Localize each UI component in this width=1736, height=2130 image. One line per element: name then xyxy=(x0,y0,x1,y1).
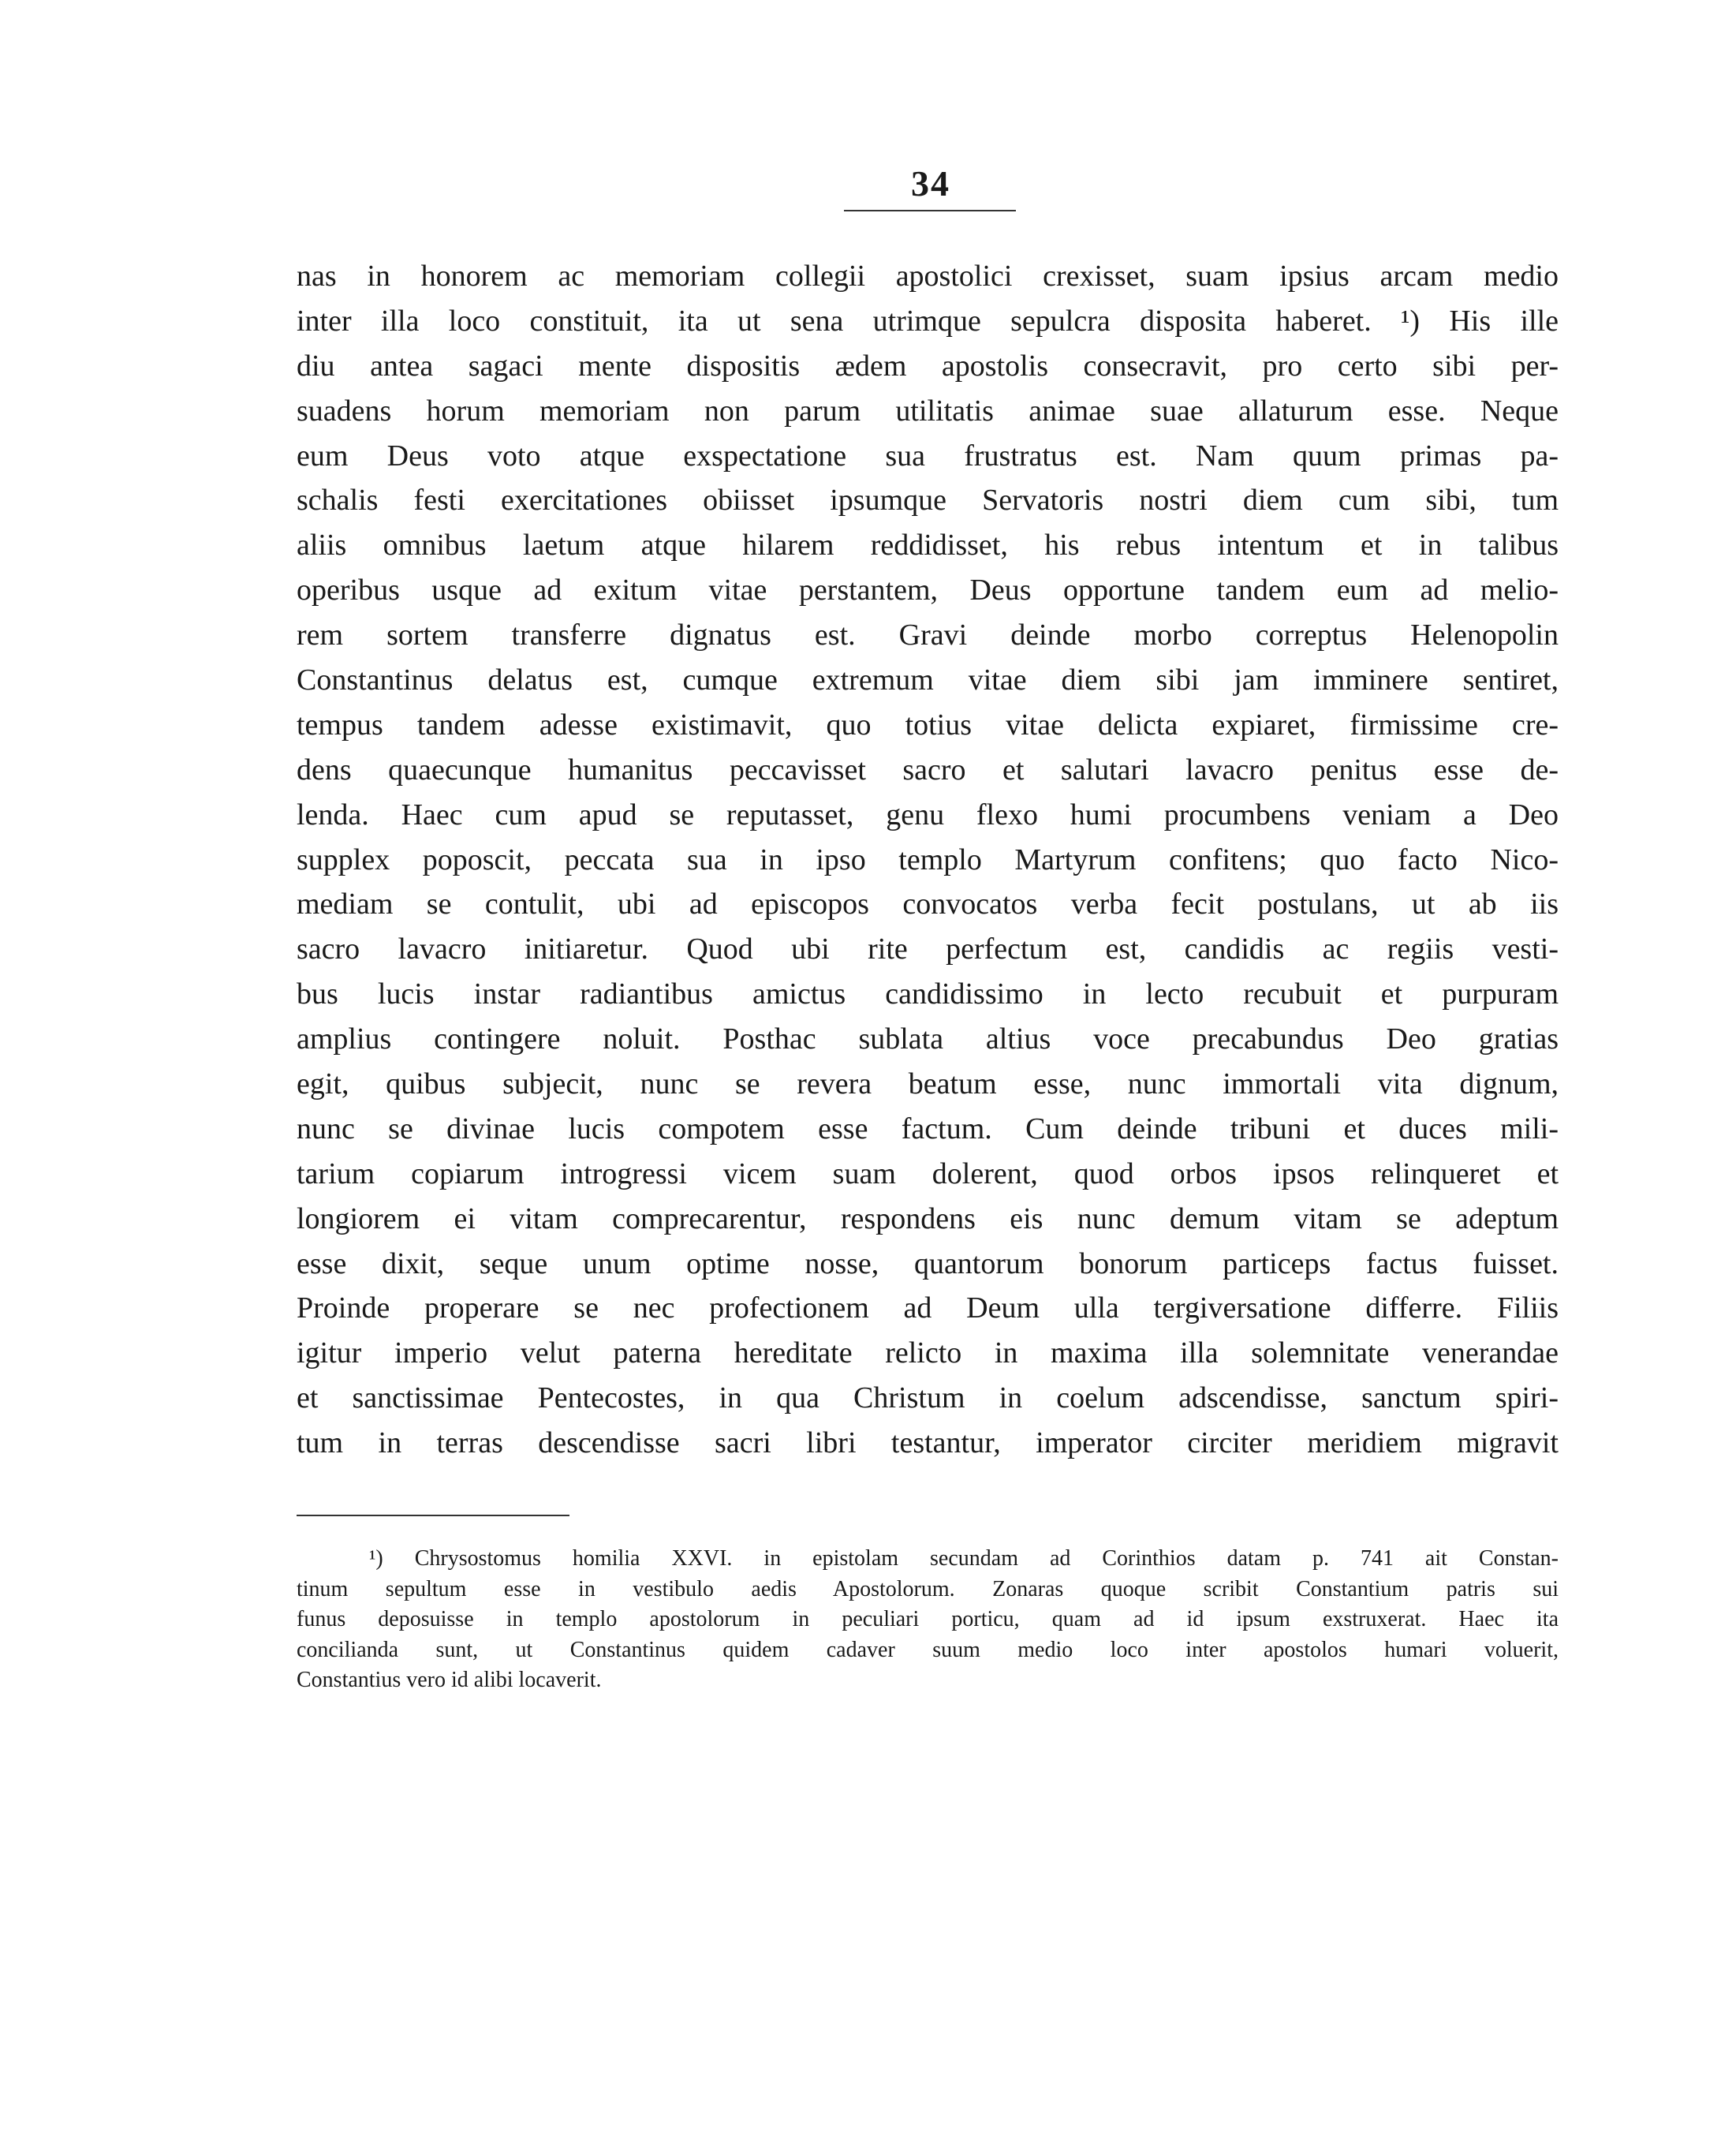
footnote-line: funus deposuisse in templo apostolorum in peculiari porticu, quam ad id ipsum exstruxerat. Haec ita xyxy=(297,1607,1559,1632)
text-line: suadens horum memoriam non parum utilitatis animae suae allaturum esse. Neque xyxy=(297,394,1559,428)
text-line: nunc se divinae lucis compotem esse factum. Cum deinde tribuni et duces mili- xyxy=(297,1112,1559,1145)
footnote-line: conciliandа sunt, ut Constantinus quidem cadaver suum medio loco inter apostolos humari voluerit, xyxy=(297,1637,1559,1662)
text-line: tum in terras descendisse sacri libri testantur, imperator circiter meridiem migravit xyxy=(297,1426,1559,1460)
text-line: sacro lavacro initiaretur. Quod ubi rite perfectum est, candidis ac regiis vesti- xyxy=(297,932,1559,966)
text-line: esse dixit, seque unum optime nosse, quantorum bonorum particeps factus fuisset. xyxy=(297,1246,1559,1280)
text-line: mediam se contulit, ubi ad episcopos convocatos verba fecit postulans, ut ab iis xyxy=(297,888,1559,921)
text-line: schalis festi exercitationes obiisset ipsumque Servatoris nostri diem cum sibi, tum xyxy=(297,484,1559,518)
footnote-line: ¹) Chrysostomus homilia XXVI. in epistolam secundam ad Corinthios datam p. 741 ait Constan- xyxy=(369,1546,1559,1571)
text-line: lenda. Haec cum apud se reputasset, genu flexo humi procumbens veniam a Deo xyxy=(297,798,1559,831)
text-line: Proinde properare se nec profectionem ad Deum ulla tergiversatione differre. Filiis xyxy=(297,1291,1559,1325)
text-line: aliis omnibus laetum atque hilarem reddidisset, his rebus intentum et in talibus xyxy=(297,529,1559,562)
main-text xyxy=(297,254,1559,1466)
header-rule xyxy=(844,210,1016,211)
text-line: longiorem ei vitam comprecarentur, respondens eis nunc demum vitam se adeptum xyxy=(297,1201,1559,1235)
text-line: inter illa loco constituit, ita ut sena utrimque sepulcra disposita haberet. ¹) His ille xyxy=(297,304,1559,338)
text-line: tarium copiarum introgressi vicem suam dolerent, quod orbos ipsos relinqueret et xyxy=(297,1157,1559,1190)
text-line: dens quaecunque humanitus peccavisset sacro et salutari lavacro penitus esse de- xyxy=(297,753,1559,787)
text-line: nas in honorem ac memoriam collegii apostolici crexisset, suam ipsius arcam medio xyxy=(297,260,1559,293)
text-line: Constantinus delatus est, cumque extremum vitae diem sibi jam imminere sentiret, xyxy=(297,663,1559,697)
text-line: eum Deus voto atque exspectatione sua frustratus est. Nam quum primas pa- xyxy=(297,439,1559,473)
text-line: igitur imperio velut paterna hereditate relicto in maxima illa solemnitate venerandae xyxy=(297,1336,1559,1370)
text-line: rem sortem transferre dignatus est. Gravi deinde morbo correptus Helenopolin xyxy=(297,618,1559,652)
page-number: 34 xyxy=(911,163,950,204)
footnote-line: tinum sepultum esse in vestibulo aedis Apostolorum. Zonaras quoque scribit Constantium patris sui xyxy=(297,1576,1559,1601)
text-line: bus lucis instar radiantibus amictus candidissimo in lecto recubuit et purpuram xyxy=(297,977,1559,1011)
text-line: amplius contingere noluit. Posthac sublata altius voce precabundus Deo gratias xyxy=(297,1022,1559,1056)
text-line: egit, quibus subjecit, nunc se revera beatum esse, nunc immortali vita dignum, xyxy=(297,1067,1559,1101)
footnote-rule xyxy=(297,1515,569,1516)
text-line: supplex poposcit, peccata sua in ipso templo Martyrum confitens; quo facto Nico- xyxy=(297,843,1559,876)
text-line: diu antea sagaci mente dispositis ædem apostolis consecravit, pro certo sibi per- xyxy=(297,349,1559,383)
footnote xyxy=(297,1544,1559,1696)
text-line: et sanctissimae Pentecostes, in qua Christum in coelum adscendisse, sanctum spiri- xyxy=(297,1381,1559,1415)
footnote-line: Constantius vero id alibi locaverit. xyxy=(297,1668,602,1693)
text-line: operibus usque ad exitum vitae perstantem, Deus opportune tandem eum ad melio- xyxy=(297,574,1559,607)
text-line: tempus tandem adesse existimavit, quo totius vitae delicta expiaret, firmissime cre- xyxy=(297,708,1559,742)
